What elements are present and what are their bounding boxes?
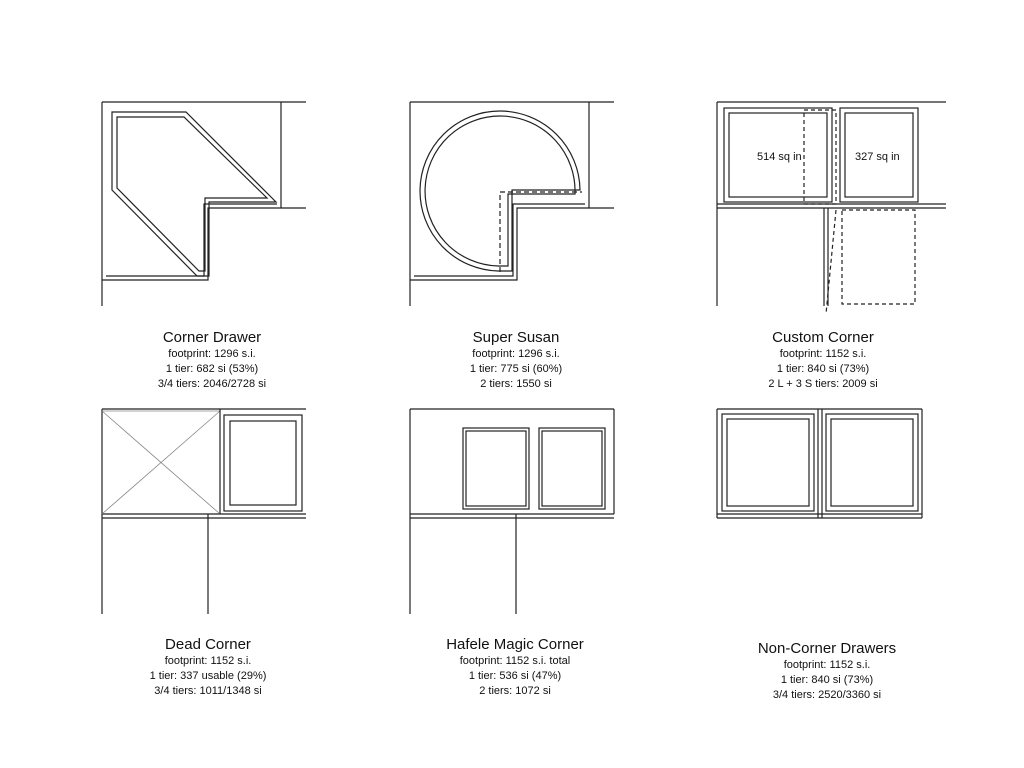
cabinet-outline [717, 409, 922, 518]
caption-multi-tier: 3/4 tiers: 2520/3360 si [772, 689, 882, 701]
caption-dead-corner [78, 635, 338, 699]
caption-multi-tier: 3/4 tiers: 1011/1348 si [154, 685, 262, 697]
caption-non-corner-drawers [697, 639, 957, 703]
drawer-right-inner [831, 419, 913, 506]
caption-footprint: footprint: 1152 s.i. total [459, 655, 571, 667]
caption-footprint: footprint: 1152 s.i. [779, 348, 867, 360]
diagonal-drawer-outer [112, 112, 276, 276]
caption-one-tier: 1 tier: 682 si (53%) [165, 363, 259, 375]
caption-one-tier: 1 tier: 337 usable (29%) [149, 670, 267, 682]
corner-drawer-diagram [102, 102, 306, 306]
drawer-overlap-dashed [804, 110, 836, 204]
caption-title: Corner Drawer [162, 329, 262, 346]
cabinet-inner-line [106, 204, 277, 276]
custom-corner-diagram [717, 102, 946, 314]
caption-corner-drawer [82, 328, 342, 392]
caption-title: Non-Corner Drawers [757, 640, 897, 657]
drawer-right-outer [826, 414, 918, 511]
caption-one-tier: 1 tier: 840 si (73%) [776, 363, 870, 375]
super-susan-diagram [410, 102, 614, 306]
cabinet-outline [410, 409, 614, 614]
caption-footprint: footprint: 1296 s.i. [472, 348, 560, 360]
caption-footprint: footprint: 1152 s.i. [783, 659, 871, 671]
hafele-magic-corner-diagram [410, 409, 614, 614]
caption-title: Custom Corner [772, 329, 874, 346]
caption-footprint: footprint: 1152 s.i. [164, 655, 252, 667]
small-drawer-area-label: 327 sq in [855, 151, 900, 163]
basket-left-outer [463, 428, 529, 509]
caption-title: Hafele Magic Corner [446, 636, 584, 653]
non-corner-drawers-diagram [717, 409, 922, 518]
door-outer [224, 415, 302, 511]
caption-super-susan [386, 328, 646, 392]
caption-hafele-magic-corner [385, 635, 645, 699]
caption-multi-tier: 2 tiers: 1072 si [479, 685, 551, 697]
caption-one-tier: 1 tier: 775 si (60%) [469, 363, 563, 375]
basket-left-inner [466, 431, 526, 506]
caption-one-tier: 1 tier: 840 si (73%) [780, 674, 874, 686]
caption-multi-tier: 2 L + 3 S tiers: 2009 si [768, 378, 878, 390]
dead-space-x [102, 411, 220, 514]
large-drawer-area-label: 514 sq in [757, 151, 802, 163]
swing-drawer-dashed [842, 210, 915, 304]
drawer-left-inner [727, 419, 809, 506]
caption-custom-corner [693, 328, 953, 392]
stile-lines [824, 208, 828, 306]
diagonal-drawer-inner [117, 117, 267, 271]
caption-title: Dead Corner [165, 636, 251, 653]
caption-title: Super Susan [472, 329, 560, 346]
basket-right-outer [539, 428, 605, 509]
basket-right-inner [542, 431, 602, 506]
door-inner [230, 421, 296, 505]
caption-multi-tier: 3/4 tiers: 2046/2728 si [157, 378, 267, 390]
caption-multi-tier: 2 tiers: 1550 si [480, 378, 552, 390]
caption-one-tier: 1 tier: 536 si (47%) [468, 670, 562, 682]
center-stile [818, 409, 822, 518]
drawer-left-outer [722, 414, 814, 511]
caption-footprint: footprint: 1296 s.i. [168, 348, 256, 360]
dead-corner-diagram [102, 409, 306, 614]
